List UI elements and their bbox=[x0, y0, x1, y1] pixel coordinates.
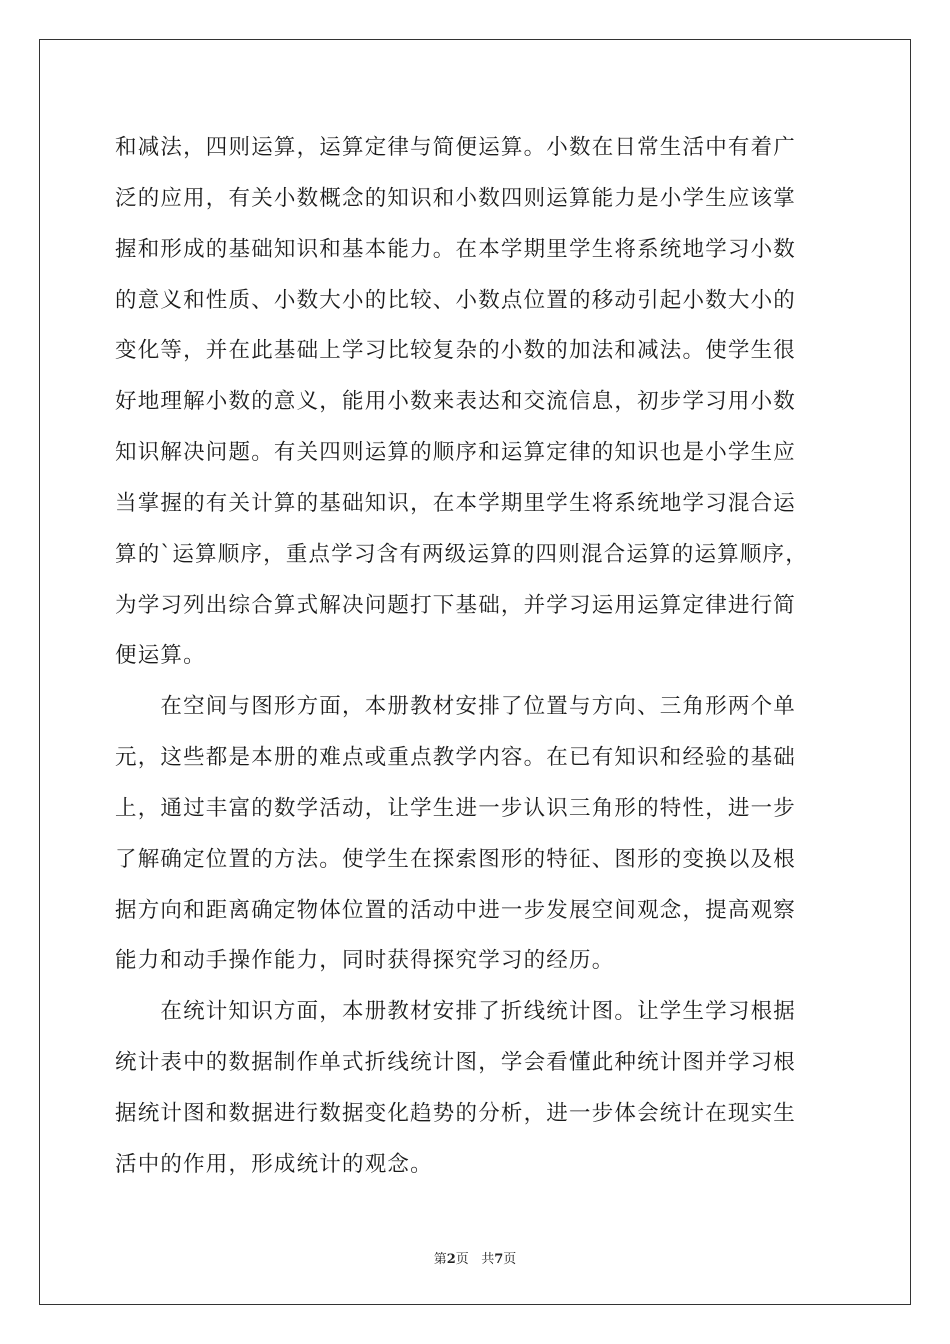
text-line: 泛的应用，有关小数概念的知识和小数四则运算能力是小学生应该掌 bbox=[115, 186, 797, 211]
text-line: 上，通过丰富的数学活动，让学生进一步认识三角形的特性，进一步 bbox=[115, 796, 797, 821]
page-label-mid: 页 共 bbox=[455, 1252, 495, 1267]
text-line: 为学习列出综合算式解决问题打下基础，并学习运用运算定律进行简 bbox=[115, 593, 797, 618]
text-line: 统计表中的数据制作单式折线统计图，学会看懂此种统计图并学习根 bbox=[115, 1050, 797, 1075]
text-line: 了解确定位置的方法。使学生在探索图形的特征、图形的变换以及根 bbox=[115, 847, 797, 872]
text-line: 算的`运算顺序，重点学习含有两级运算的四则混合运算的运算顺序， bbox=[115, 542, 808, 567]
text-line: 好地理解小数的意义，能用小数来表达和交流信息，初步学习用小数 bbox=[115, 389, 797, 414]
text-line: 当掌握的有关计算的基础知识，在本学期里学生将系统地学习混合运 bbox=[115, 491, 797, 516]
text-line: 变化等，并在此基础上学习比较复杂的小数的加法和减法。使学生很 bbox=[115, 338, 797, 363]
text-line: 活中的作用，形成统计的观念。 bbox=[115, 1152, 433, 1177]
page-label-prefix: 第 bbox=[433, 1252, 447, 1267]
text-line: 据方向和距离确定物体位置的活动中进一步发展空间观念，提高观察 bbox=[115, 898, 797, 923]
page-label-suffix: 页 bbox=[503, 1252, 517, 1267]
text-line: 据统计图和数据进行数据变化趋势的分析，进一步体会统计在现实生 bbox=[115, 1101, 797, 1126]
text-line: 元，这些都是本册的难点或重点教学内容。在已有知识和经验的基础 bbox=[115, 745, 797, 770]
text-line: 知识解决问题。有关四则运算的顺序和运算定律的知识也是小学生应 bbox=[115, 440, 797, 465]
text-line: 和减法，四则运算，运算定律与简便运算。小数在日常生活中有着广 bbox=[115, 135, 797, 160]
page-total: 7 bbox=[494, 1252, 504, 1267]
text-line: 的意义和性质、小数大小的比较、小数点位置的移动引起小数大小的 bbox=[115, 288, 797, 313]
text-line: 便运算。 bbox=[115, 643, 206, 668]
text-line: 能力和动手操作能力，同时获得探究学习的经历。 bbox=[115, 948, 615, 973]
page-footer bbox=[0, 1248, 950, 1267]
text-line: 在统计知识方面，本册教材安排了折线统计图。让学生学习根据 bbox=[115, 999, 797, 1024]
page-current: 2 bbox=[446, 1252, 456, 1267]
text-line: 握和形成的基础知识和基本能力。在本学期里学生将系统地学习小数 bbox=[115, 237, 797, 262]
text-line: 在空间与图形方面，本册教材安排了位置与方向、三角形两个单 bbox=[115, 694, 797, 719]
